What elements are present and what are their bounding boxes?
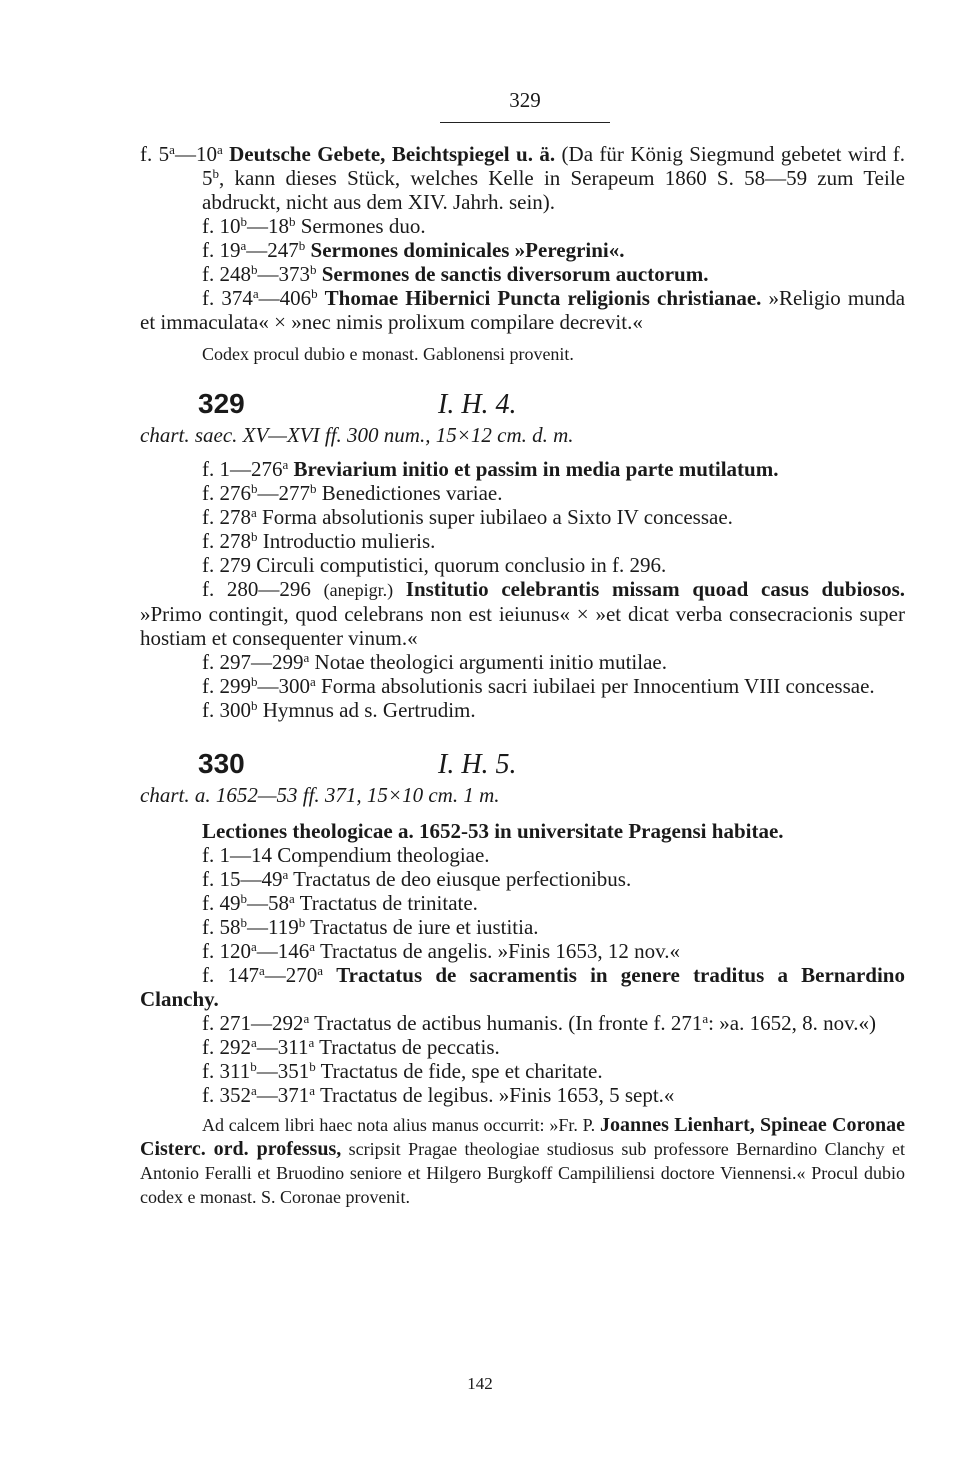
codex-329-heading (140, 388, 905, 420)
content-item: f. 278$^b$ Introductio mulieris. (202, 529, 436, 553)
entry-sermones-duo: f. 10$^b$—18$^b$ Sermones duo. (202, 214, 426, 238)
codex-number: 329 (198, 388, 245, 419)
content-item: f. 1—276$^a$ Breviarium initio et passim in media parte mutilatum. (202, 457, 779, 481)
codex-329-contents (140, 457, 905, 722)
closing-note: Ad calcem libri haec nota alius manus occurrit: »Fr. P. Joannes Lienhart, Spineae Coronae Cisterc. ord. professus, scripsit Pragae theologiae studiosus sub professore Bernardino Clanchy et Antonio Feralli et Bruodino seniore et Hilgero Burgkoff Campililiensi doctore Viennensi.« Procul dubio codex e monast. S. Coronae provenit. (140, 1114, 906, 1207)
content-item: f. 49$^b$—58$^a$ Tractatus de trinitate. (202, 891, 478, 915)
content-item: f. 1—14 Compendium theologiae. (202, 843, 490, 867)
codex-description: chart. saec. XV—XVI ff. 300 num., 15×12 cm. d. m. (140, 423, 574, 447)
content-item: f. 292$^a$—311$^a$ Tractatus de peccatis. (202, 1035, 500, 1059)
entry-sermones-de-sanctis: f. 248$^b$—373$^b$ Sermones de sanctis diversorum auctorum. (202, 262, 709, 286)
codex-description: chart. a. 1652—53 ff. 371, 15×10 cm. 1 m. (140, 783, 500, 807)
content-item: f. 352$^a$—371$^a$ Tractatus de legibus. »Finis 1653, 5 sept.« (202, 1083, 675, 1107)
codex-330-title: Lectiones theologicae a. 1652-53 in universitate Pragensi habitae. (202, 819, 784, 843)
codex-signature: I. H. 5. (438, 749, 517, 780)
content-item: f. 279 Circuli computistici, quorum conclusio in f. 296. (202, 553, 667, 577)
content-item: f. 271—292$^a$ Tractatus de actibus humanis. (In fronte f. 271$^a$: »a. 1652, 8. nov.«) (202, 1011, 876, 1035)
content-item: f. 311$^b$—351$^b$ Tractatus de fide, spe et charitate. (202, 1059, 603, 1083)
content-item: f. 15—49$^a$ Tractatus de deo eiusque perfectionibus. (202, 867, 632, 891)
entry-sermones-dominicales: f. 19$^a$—247$^b$ Sermones dominicales »Peregrini«. (202, 238, 625, 262)
content-item: f. 276$^b$—277$^b$ Benedictiones variae. (202, 481, 503, 505)
entry-german-prayers: f. 5$^a$—10$^a$ Deutsche Gebete, Beichtspiegel u. ä. (Da für König Siegmund gebetet wird f. 5$^b$, kann dieses Stück, welches Kelle in Serapeum 1860 S. 58—59 zum Teile abdruckt, nicht aus dem XIV. Jahrh. sein). (140, 142, 905, 214)
provenance-note: Codex procul dubio e monast. Gablonensi provenit. (202, 344, 574, 364)
running-page-number: 329 (509, 88, 541, 112)
codex-330-heading (140, 748, 905, 780)
codex-signature: I. H. 4. (438, 389, 517, 420)
content-item: f. 300$^b$ Hymnus ad s. Gertrudim. (202, 698, 476, 722)
content-item: f. 299$^b$—300$^a$ Forma absolutionis sacri iubilaei per Innocentium VIII concessae. (202, 674, 875, 698)
content-item: f. 58$^b$—119$^b$ Tractatus de iure et iustitia. (202, 915, 539, 939)
entry-thomae-hibernici: f. 374$^a$—406$^b$ Thomae Hibernici Puncta religionis christianae. »Religio munda et immaculata« × »nec nimis prolixum compilare decrevit.« (140, 286, 906, 334)
content-item: f. 278$^a$ Forma absolutionis super iubilaeo a Sixto IV concessae. (202, 505, 733, 529)
catalog-body (140, 142, 905, 1209)
content-item: f. 297—299$^a$ Notae theologici argumenti initio mutilae. (202, 650, 667, 674)
content-item: f. 280—296 (anepigr.) Institutio celebrantis missam quoad casus dubiosos. »Primo contingit, quod celebrans non est ieiunus« × »et dicat verba consecracionis super hostiam et consequenter vinum.« (140, 577, 906, 650)
content-item: f. 147$^a$—270$^a$ Tractatus de sacramentis in genere traditus a Bernardino Clanchy. (140, 963, 905, 1011)
header-rule (440, 122, 610, 123)
codex-number: 330 (198, 748, 245, 779)
codex-330-contents (140, 843, 905, 1107)
content-item: f. 120$^a$—146$^a$ Tractatus de angelis. »Finis 1653, 12 nov.« (202, 939, 681, 963)
folio-number: 142 (467, 1374, 493, 1393)
